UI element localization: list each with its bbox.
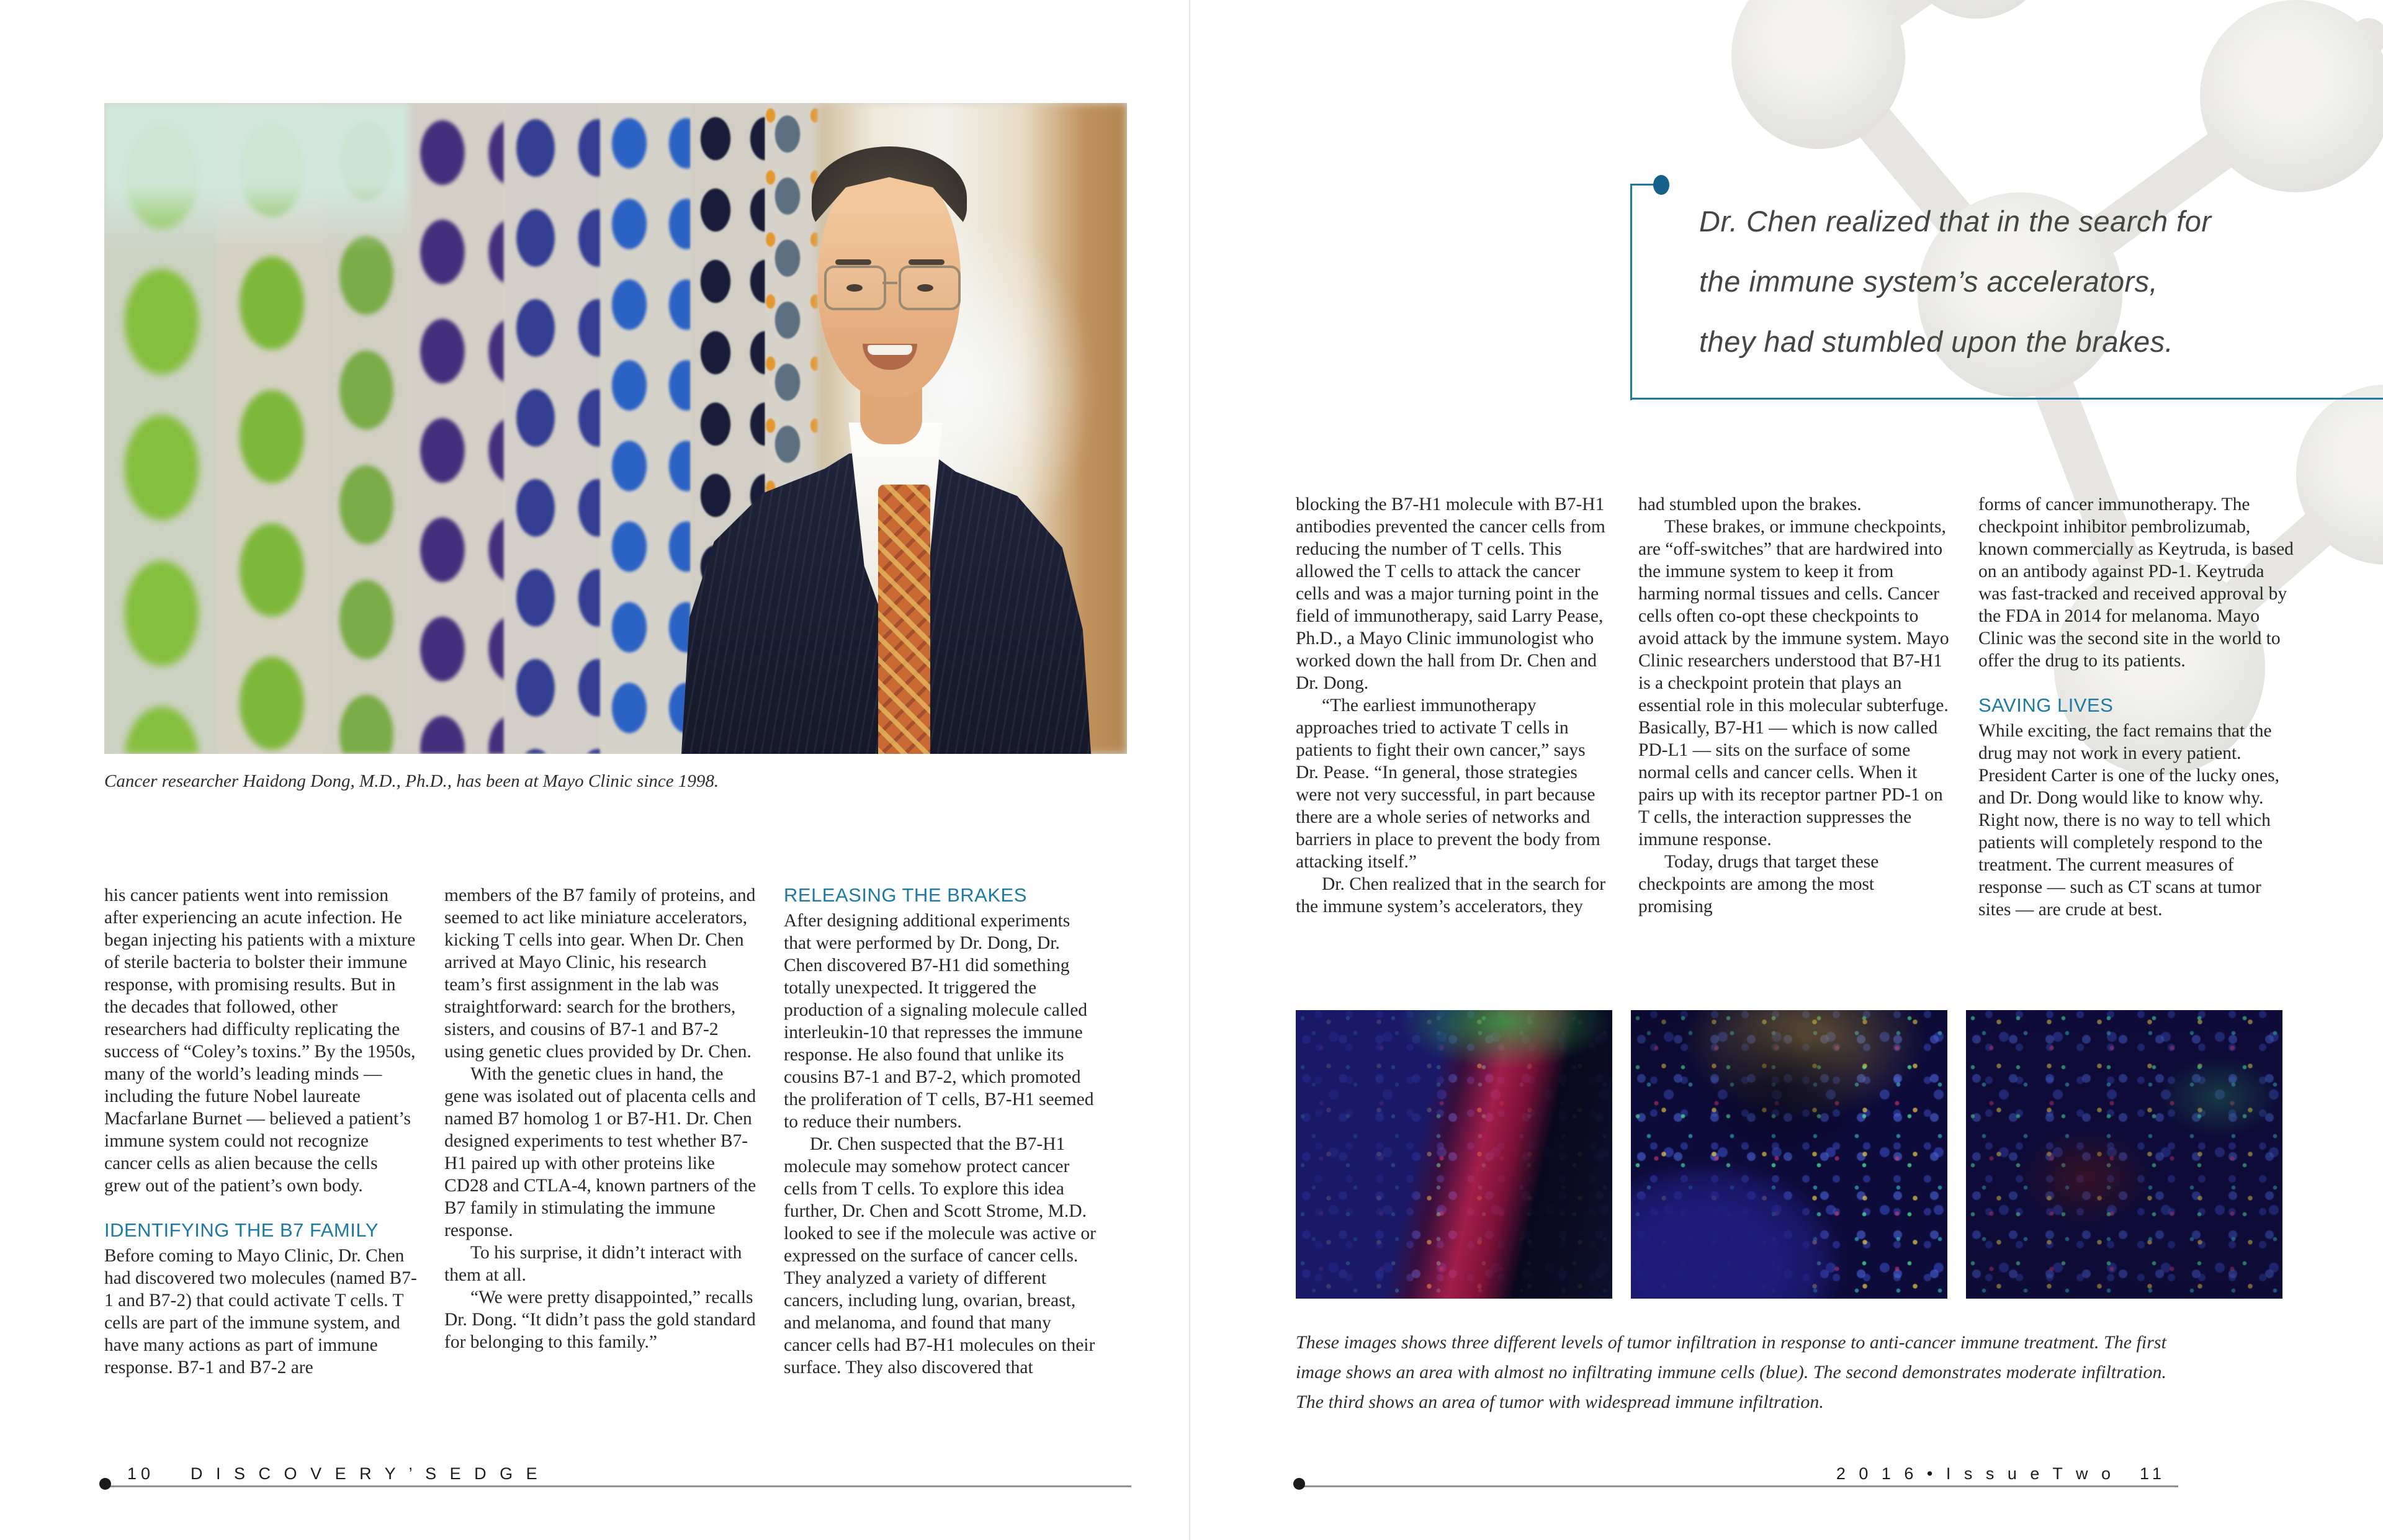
pull-quote [1699,191,2307,372]
pull-quote-dot-icon [1653,175,1669,195]
section-heading-releasing-the-brakes: RELEASING THE BRAKES [784,884,1027,906]
pull-quote-line: they had stumbled upon the brakes. [1699,325,2174,358]
pull-quote-line: the immune system’s accelerators, [1699,265,2158,298]
body-paragraph: With the genetic clues in hand, the gene was isolated out of placenta cells and named B7 homolog 1 or B7-H1. Dr. Chen designed experiments to test whether B7-H1 paired up with other proteins like CD28 and CTLA-4, known partners of the B7 family in stimulating the immune response. [444,1064,756,1240]
left-footer [127,1464,542,1484]
body-paragraph: After designing additional experiments that were performed by Dr. Dong, Dr. Chen discovered B7-H1 did something totally unexpected. It triggered the production of a signaling molecule called interleukin-10 that represses the immune response. He also found that unlike its cousins B7-1 and B7-2, which promoted the proliferation of T cells, B7-H1 seemed to reduce their numbers. [784,911,1094,1132]
tie [878,485,930,754]
left-eyebrow [835,259,871,265]
glasses-right-lens [899,266,961,310]
body-paragraph: “The earliest immunotherapy approaches tried to activate T cells in patients to fight their own cancer,” says Dr. Pease. “In general, those strategies were not very successful, in part because there are a whole series of networks and barriers in place to prevent the body from attacking itself.” [1296,696,1600,872]
body-paragraph: These brakes, or immune checkpoints, are “off-switches” that are hardwired into the immune system to keep it from harming normal tissues and cells. Cancer cells often co-opt these checkpoints to avoid attack by the immune system. Mayo Clinic researchers understood that B7-H1 is a checkpoint protein that plays an essential role in this molecular subterfuge. Basically, B7-H1 — which is now called PD-L1 — sits on the surface of some normal cells and cancer cells. When it pairs up with its receptor partner PD-1 on T cells, the interaction suppresses the immune response. [1638,517,1949,849]
researcher-photo [104,103,1127,754]
body-paragraph: members of the B7 family of proteins, and seemed to act like miniature accelerators, kicking T cells into gear. When Dr. Chen arrived at Mayo Clinic, his research team’s first assignment in the lab was straightforward: search for the brothers, sisters, and cousins of B7-1 and B7-2 using genetic clues provided by Dr. Chen. [444,885,756,1062]
body-paragraph: Dr. Chen suspected that the B7-H1 molecule may somehow protect cancer cells from T cells. To explore this idea further, Dr. Chen and Scott Strome, M.D. looked to see if the molecule was active or expressed on the surface of cancer cells. They analyzed a variety of different cancers, including lung, ovarian, breast, and melanoma, and found that many cancer cells had B7-H1 molecules on their surface. They also discovered that [784,1134,1096,1377]
pull-quote-bracket-vertical [1630,184,1632,400]
dot-wall-band-purple [408,103,505,754]
micrograph-widespread-infiltration [1966,1010,2282,1299]
issue-info: 2 0 1 6 • I s s u e T w o [1836,1464,2115,1483]
right-column-2 [1638,493,1952,918]
body-paragraph: Dr. Chen realized that in the search for the immune system’s accelerators, they [1296,874,1606,916]
left-column-2 [444,884,758,1353]
right-column-3 [1978,493,2294,921]
pull-quote-rule [1630,398,2383,400]
page-gutter-divider [1189,0,1190,1540]
right-eyebrow [909,259,945,265]
body-paragraph: Today, drugs that target these checkpoints are among the most promising [1638,852,1879,916]
page-number: 11 [2139,1464,2166,1483]
photo-caption: Cancer researcher Haidong Dong, M.D., Ph.D., has been at Mayo Clinic since 1998. [104,771,719,791]
micrograph-no-infiltration [1296,1010,1612,1299]
right-footer [1297,1464,2166,1484]
body-paragraph: “We were pretty disappointed,” recalls Dr. Dong. “It didn’t pass the gold standard for belonging to this family.” [444,1287,756,1352]
dot-wall-band-blue [601,103,691,754]
body-paragraph: blocking the B7-H1 molecule with B7-H1 antibodies prevented the cancer cells from reducing the number of T cells. This allowed the T cells to attack the cancer cells and was a major turning point in the field of immunotherapy, said Larry Pease, Ph.D., a Mayo Clinic immunologist who worked down the hall from Dr. Chen and Dr. Dong. [1296,495,1605,693]
footer-rule [101,1485,1131,1487]
body-paragraph: forms of cancer immunotherapy. The checkpoint inhibitor pembrolizumab, known commercially as Keytruda, is based on an antibody against PD-1. Keytruda was fast-tracked and received approval by the FDA in 2014 for melanoma. Mayo Clinic was the second site in the world to offer the drug to its patients. [1978,495,2294,671]
right-column-1 [1296,493,1609,918]
micrograph-moderate-infiltration [1631,1010,1947,1299]
micrograph-overlay [1966,1010,2282,1299]
page-number: 10 [127,1464,155,1483]
left-column-1 [104,884,418,1379]
body-paragraph: Before coming to Mayo Clinic, Dr. Chen had discovered two molecules (named B7-1 and B7-2) that could activate T cells. T cells are part of the immune system, and have many actions as part of immune response. B7-1 and B7-2 are [104,1246,417,1377]
magazine-title: D I S C O V E R Y ’ S E D G E [191,1464,542,1483]
left-column-3 [784,884,1097,1379]
section-heading-identifying-b7-family: IDENTIFYING THE B7 FAMILY [104,1219,379,1241]
footer-rule [1297,1485,2178,1487]
dot-wall-band-indigo [505,103,601,754]
body-paragraph: To his surprise, it didn’t interact with them at all. [444,1243,742,1285]
dot-wall-mint-highlight [104,103,408,252]
glasses-left-lens [824,266,886,310]
footer-bullet-icon [99,1478,111,1490]
micrograph-overlay [1631,1010,1947,1299]
body-paragraph: While exciting, the fact remains that the drug may not work in every patient. President Carter is one of the lucky ones, and Dr. Dong would like to know why. Right now, there is no way to tell which patients will completely respond to the treatment. The current measures of response — such as CT scans at tumor sites — are crude at best. [1978,721,2279,920]
body-paragraph: had stumbled upon the brakes. [1638,495,1862,514]
molecule-atom [2200,0,2383,192]
pull-quote-line: Dr. Chen realized that in the search for [1699,205,2212,238]
body-paragraph: his cancer patients went into remission after experiencing an acute infection. He began injecting his patients with a mixture of sterile bacteria to bolster their immune response, with promising results. But in the decades that followed, other researchers had difficulty replicating the success of “Coley’s toxins.” By the 1950s, many of the world’s leading minds — including the future Nobel laureate Macfarlane Burnet — believed a patient’s immune system could not recognize cancer cells as alien because the cells grew out of the patient’s own body. [104,885,416,1196]
teeth [868,345,912,355]
section-heading-saving-lives: SAVING LIVES [1978,694,2114,716]
micrograph-overlay [1296,1010,1612,1299]
micrograph-caption: These images shows three different levels of tumor infiltration in response to anti-cancer immune treatment. The first image shows an area with almost no infiltrating immune cells (blue). The second demonstrates moderate infiltration. The third shows an area of tumor with widespread immune infiltration. [1296,1332,2166,1412]
glasses-bridge [882,282,897,284]
